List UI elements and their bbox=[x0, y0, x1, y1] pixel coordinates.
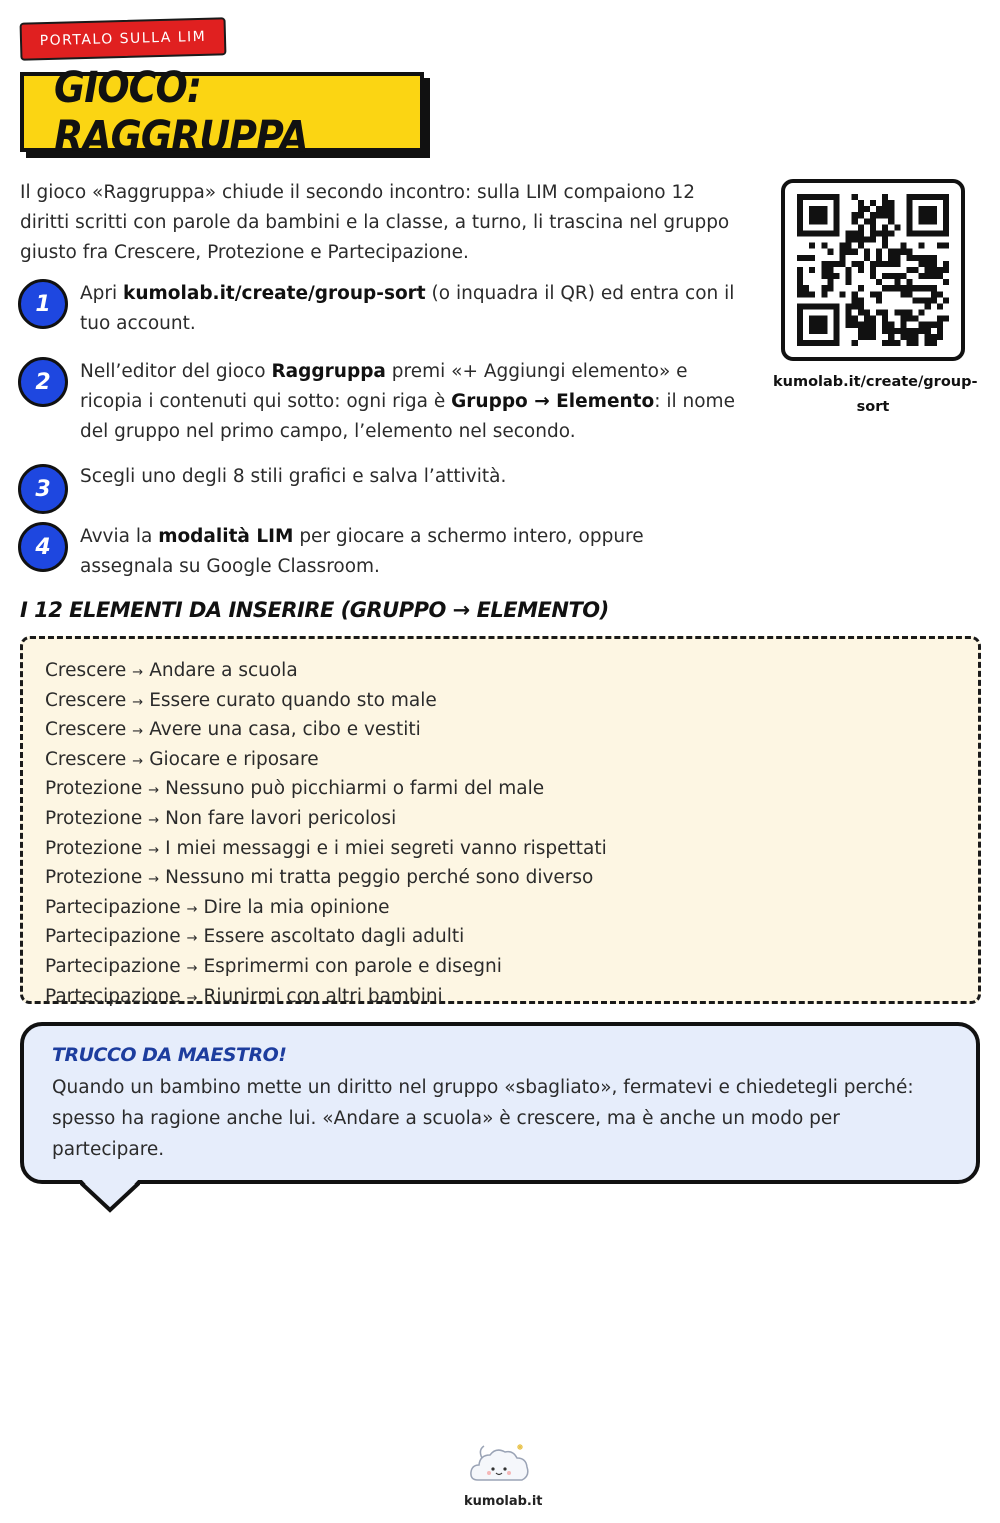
list-item bbox=[45, 953, 978, 983]
item-group: Crescere bbox=[45, 660, 127, 681]
item-group: Protezione bbox=[45, 837, 143, 859]
step-text: Apri kumolab.it/create/group-sort (o inquadra il QR) ed entra con il tuo account. bbox=[80, 283, 735, 334]
tip-heading: TRUCCO DA MAESTRO! bbox=[52, 1044, 287, 1066]
item-element: Non fare lavori pericolosi bbox=[165, 807, 397, 829]
arrow-icon: → bbox=[148, 812, 160, 828]
elements-list bbox=[20, 636, 981, 1007]
item-group: Protezione bbox=[45, 867, 143, 889]
speech-tail-icon bbox=[80, 1178, 140, 1214]
item-group: Crescere bbox=[45, 719, 127, 741]
list-item bbox=[45, 894, 978, 924]
arrow-icon: → bbox=[186, 960, 198, 976]
step-text: Scegli uno degli 8 stili grafici e salva l’attività. bbox=[80, 466, 507, 487]
qr-code[interactable] bbox=[781, 179, 965, 361]
item-group: Protezione bbox=[45, 778, 143, 800]
list-item bbox=[45, 983, 978, 1013]
step-number-badge: 3 bbox=[18, 464, 68, 514]
item-group: Protezione bbox=[45, 807, 143, 829]
list-item bbox=[45, 775, 978, 805]
logo-text: kumolab.it bbox=[464, 1494, 543, 1509]
list-item bbox=[45, 864, 978, 894]
list-item bbox=[45, 687, 978, 717]
list-item bbox=[45, 923, 978, 953]
step-number-badge: 4 bbox=[18, 522, 68, 572]
lim-tag bbox=[20, 17, 227, 60]
arrow-icon: → bbox=[148, 872, 160, 888]
item-element: Nessuno mi tratta peggio perché sono diverso bbox=[165, 867, 594, 889]
item-element: Giocare e riposare bbox=[149, 748, 319, 770]
arrow-icon: → bbox=[148, 783, 160, 799]
item-group: Partecipazione bbox=[45, 955, 181, 977]
item-group: Partecipazione bbox=[45, 985, 181, 1007]
item-element: Dire la mia opinione bbox=[203, 896, 390, 918]
page-title: GIOCO: RAGGRUPPA bbox=[54, 62, 308, 162]
step-number-badge: 1 bbox=[18, 279, 68, 329]
item-element: I miei messaggi e i miei segreti vanno rispettati bbox=[165, 837, 607, 859]
list-item bbox=[45, 657, 978, 687]
qr-code-icon bbox=[797, 194, 949, 346]
list-item bbox=[45, 835, 978, 865]
tip-callout bbox=[20, 1022, 980, 1184]
item-element: Riunirmi con altri bambini bbox=[203, 985, 443, 1007]
item-group: Crescere bbox=[45, 689, 127, 711]
arrow-icon: → bbox=[148, 842, 160, 858]
qr-caption[interactable]: kumolab.it/create/group-sort bbox=[773, 374, 978, 415]
elements-heading: I 12 ELEMENTI DA INSERIRE (GRUPPO → ELEMENTO) bbox=[20, 598, 609, 622]
item-group: Partecipazione bbox=[45, 896, 181, 918]
item-element: Essere ascoltato dagli adulti bbox=[203, 926, 465, 948]
arrow-icon: → bbox=[186, 990, 198, 1006]
item-group: Partecipazione bbox=[45, 926, 181, 948]
tip-body: Quando un bambino mette un diritto nel gruppo «sbagliato», fermatevi e chiedetegli perché: spesso ha ragione anche lui. «Andare a scuola» è crescere, ma è anche un modo per partecipare. bbox=[52, 1077, 914, 1160]
list-item bbox=[45, 716, 978, 746]
step-link[interactable]: kumolab.it/create/group-sort bbox=[123, 283, 426, 304]
item-element: Avere una casa, cibo e vestiti bbox=[149, 719, 421, 741]
intro-paragraph: Il gioco «Raggruppa» chiude il secondo incontro: sulla LIM compaiono 12 diritti scritti con parole da bambini e la classe, a turno, li trascina nel gruppo giusto fra Crescere, Protezione e Partecipazione. bbox=[20, 182, 730, 263]
step-text: Avvia la modalità LIM per giocare a schermo intero, oppure assegnala su Google Classroom. bbox=[80, 526, 644, 577]
step-number-badge: 2 bbox=[18, 357, 68, 407]
kumolab-logo[interactable] bbox=[464, 1442, 543, 1509]
item-group: Crescere bbox=[45, 748, 127, 770]
arrow-icon: → bbox=[186, 931, 198, 947]
arrow-icon: → bbox=[132, 665, 144, 680]
title-banner bbox=[20, 62, 424, 162]
step-text: Nell’editor del gioco Raggruppa premi «+ Aggiungi elemento» e ricopia i contenuti qui sotto: ogni riga è Gruppo → Elemento: il nome del gruppo nel primo campo, l’elemento nel secondo. bbox=[80, 361, 735, 442]
item-element: Essere curato quando sto male bbox=[149, 689, 437, 711]
arrow-icon: → bbox=[186, 901, 198, 917]
arrow-icon: → bbox=[132, 724, 144, 740]
list-item bbox=[45, 805, 978, 835]
arrow-icon: → bbox=[132, 694, 144, 710]
list-item bbox=[45, 746, 978, 776]
item-element: Nessuno può picchiarmi o farmi del male bbox=[165, 778, 545, 800]
arrow-icon: → bbox=[132, 753, 144, 769]
cloud-mascot-icon bbox=[468, 1442, 532, 1488]
item-element: Esprimermi con parole e disegni bbox=[203, 955, 502, 977]
item-element: Andare a scuola bbox=[149, 660, 298, 681]
lim-tag-label: PORTALO SULLA LIM bbox=[39, 28, 207, 50]
